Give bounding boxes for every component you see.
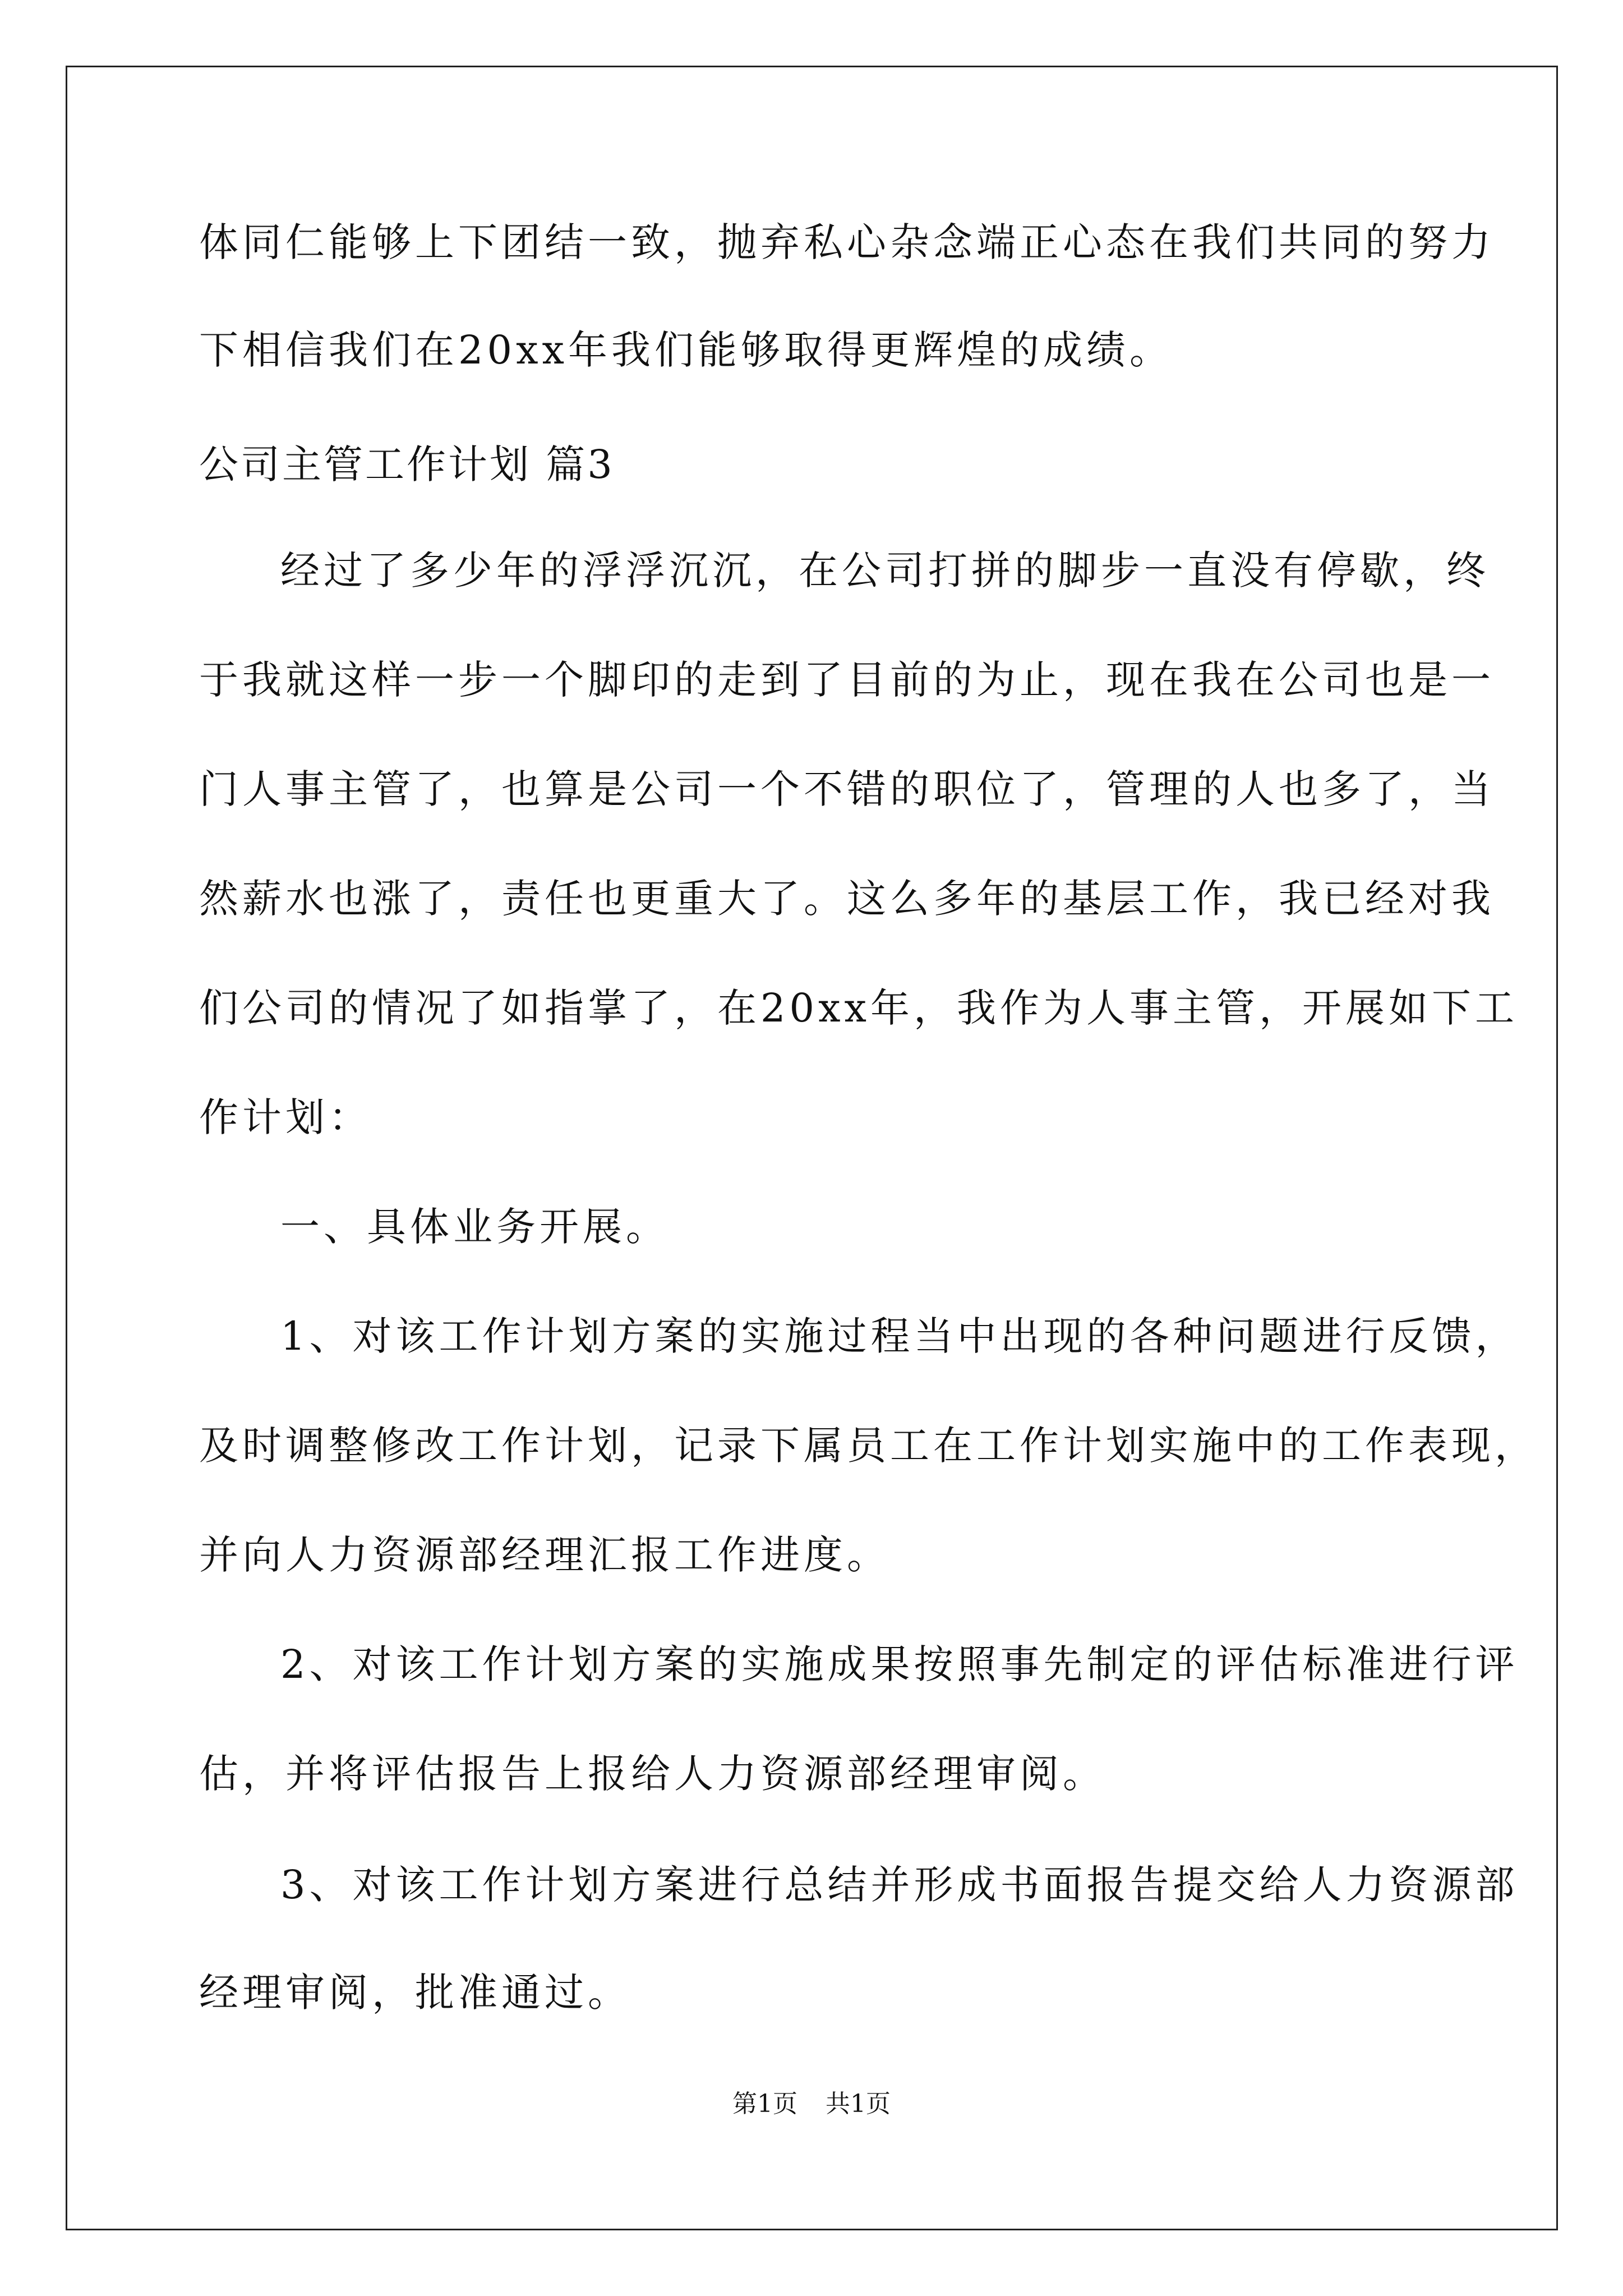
paragraph-line: 于我就这样一步一个脚印的走到了目前的为止，现在我在公司也是一 [199,657,1495,703]
list-item-1-line: 1、对该工作计划方案的实施过程当中出现的各种问题进行反馈， [280,1313,1519,1359]
section-heading: 公司主管工作计划 篇3 [199,441,615,487]
paragraph-continuation-line: 体同仁能够上下团结一致，抛弃私心杂念端正心态在我们共同的努力 [199,219,1495,265]
list-item-2-line: 估，并将评估报告上报给人力资源部经理审阅。 [199,1751,1106,1797]
paragraph-first-line: 经过了多少年的浮浮沉沉，在公司打拼的脚步一直没有停歇，终 [280,547,1490,593]
page-total: 共1页 [826,2090,891,2118]
page-number: 第1页 [732,2090,797,2118]
list-item-1-line: 并向人力资源部经理汇报工作进度。 [199,1532,890,1578]
page-footer [0,2088,1623,2120]
paragraph-line: 然薪水也涨了，责任也更重大了。这么多年的基层工作，我已经对我 [199,876,1495,922]
paragraph-line: 门人事主管了，也算是公司一个不错的职位了，管理的人也多了，当 [199,766,1495,812]
list-item-3-line: 经理审阅，批准通过。 [199,1970,631,2016]
paragraph-continuation-line: 下相信我们在20xx年我们能够取得更辉煌的成绩。 [199,327,1173,373]
list-item-2-line: 2、对该工作计划方案的实施成果按照事先制定的评估标准进行评 [280,1641,1519,1687]
paragraph-line: 们公司的情况了如指掌了，在20xx年，我作为人事主管，开展如下工 [199,985,1519,1031]
list-item-1-line: 及时调整修改工作计划，记录下属员工在工作计划实施中的工作表现， [199,1423,1538,1469]
paragraph-line: 作计划： [199,1094,372,1140]
list-heading: 一、具体业务开展。 [280,1204,669,1250]
list-item-3-line: 3、对该工作计划方案进行总结并形成书面报告提交给人力资源部 [280,1862,1519,1908]
